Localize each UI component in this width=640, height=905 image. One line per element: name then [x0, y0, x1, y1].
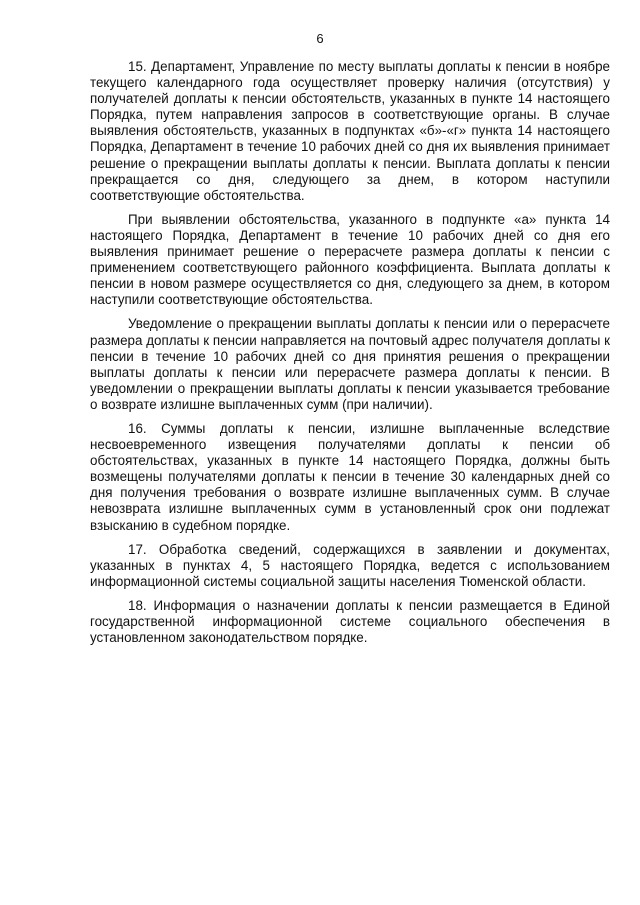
paragraph-15: 15. Департамент, Управление по месту выплаты доплаты к пенсии в ноябре текущего календарного года осуществляет проверку наличия (отсутствия) у получателей доплаты к пенсии обстоятельств, указанных в пункте 14 настоящего Порядка, путем направления запросов в соответствующие органы. В случае выявления обстоятельств, указанных в подпунктах «б»-«г» пункта 14 настоящего Порядка, Департамент в течение 10 рабочих дней со дня их выявления принимает решение о прекращении выплаты доплаты к пенсии. Выплата доплаты к пенсии прекращается со дня, следующего за днем, в котором наступили соответствующие обстоятельства. [90, 59, 610, 203]
page-number: 6 [316, 31, 324, 46]
paragraph-15-notification: Уведомление о прекращении выплаты доплаты к пенсии или о перерасчете размера доплаты к пенсии направляется на почтовый адрес получателя доплаты к пенсии в течение 10 рабочих дней со дня принятия решения о прекращении выплаты доплаты к пенсии или перерасчете размера доплаты к пенсии. В уведомлении о прекращении выплаты доплаты к пенсии указывается требование о возврате излишне выплаченных сумм (при наличии). [90, 316, 610, 412]
document-body [90, 59, 610, 654]
paragraph-17: 17. Обработка сведений, содержащихся в заявлении и документах, указанных в пунктах 4, 5 настоящего Порядка, ведется с использованием информационной системы социальной защиты населения Тюменской области. [90, 541, 610, 589]
paragraph-16: 16. Суммы доплаты к пенсии, излишне выплаченные вследствие несвоевременного извещения получателями доплаты к пенсии об обстоятельствах, указанных в пункте 14 настоящего Порядка, должны быть возмещены получателями доплаты к пенсии в течение 30 календарных дней со дня получения требования о возврате излишне выплаченных сумм. В случае невозврата излишне выплаченных сумм в установленный срок они подлежат взысканию в судебном порядке. [90, 420, 610, 533]
paragraph-18: 18. Информация о назначении доплаты к пенсии размещается в Единой государственной информационной системе социального обеспечения в установленном законодательством порядке. [90, 597, 610, 646]
paragraph-15-recalculation: При выявлении обстоятельства, указанного в подпункте «а» пункта 14 настоящего Порядка, Департамент в течение 10 рабочих дней со дня его выявления принимает решение о перерасчете размера доплаты к пенсии с применением соответствующего районного коэффициента. Выплата доплаты к пенсии в новом размере осуществляется со дня, следующего за днем, в котором наступили соответствующие обстоятельства. [90, 211, 610, 308]
